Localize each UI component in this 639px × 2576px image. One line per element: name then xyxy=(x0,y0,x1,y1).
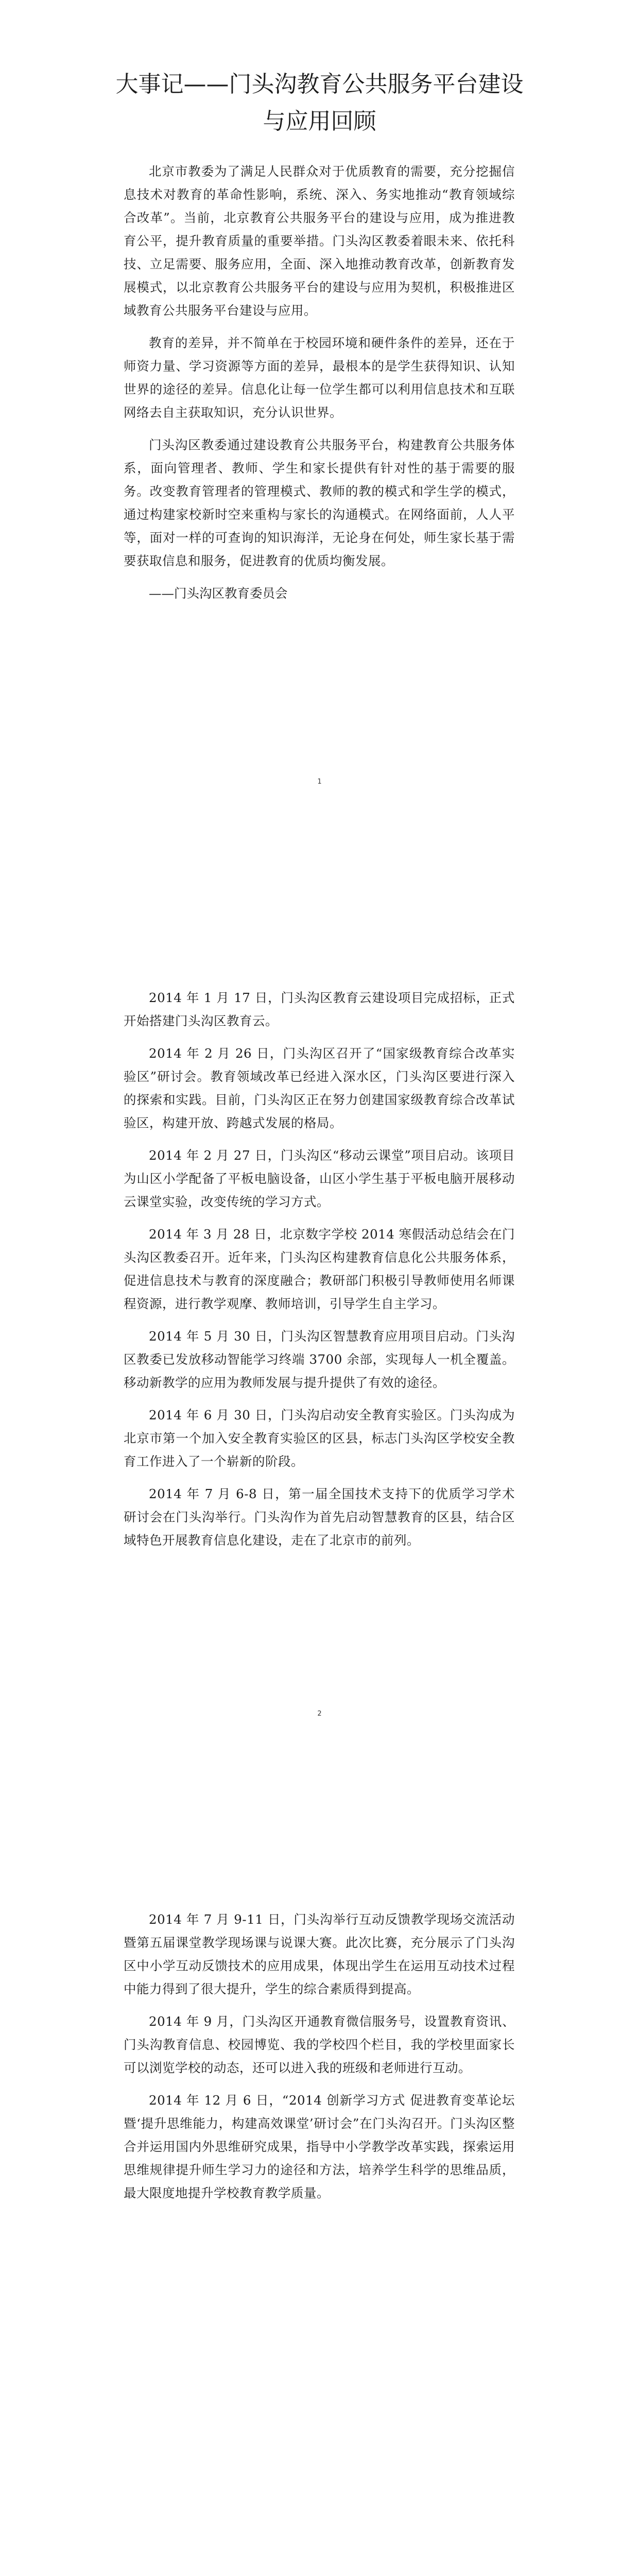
event-paragraph: 2014 年 1 月 17 日，门头沟区教育云建设项目完成招标，正式开始搭建门头沟区教育云。 xyxy=(124,990,515,1028)
event-paragraph: 2014 年 7 月 9-11 日，门头沟举行互动反馈教学现场交流活动暨第五届课堂教学现场课与说课大赛。此次比赛，充分展示了门头沟区中小学互动反馈技术的应用成果，体现出学生在运用互动技术过程中能力得到了很大提升，学生的综合素质得到提高。 xyxy=(124,1912,515,1996)
page-2-body xyxy=(124,986,515,1561)
event-paragraph: 2014 年 9 月，门头沟区开通教育微信服务号，设置教育资讯、门头沟教育信息、校园博览、我的学校四个栏目，我的学校里面家长可以浏览学校的动态，还可以进入我的班级和老师进行互动。 xyxy=(124,2014,515,2075)
event-paragraph: 2014 年 6 月 30 日，门头沟启动安全教育实验区。门头沟成为北京市第一个加入安全教育实验区的区县，标志门头沟区学校安全教育工作进入了一个崭新的阶段。 xyxy=(124,1408,515,1469)
event-paragraph: 2014 年 2 月 27 日，门头沟区“移动云课堂”项目启动。该项目为山区小学配备了平板电脑设备，山区小学生基于平板电脑开展移动云课堂实验，改变传统的学习方式。 xyxy=(124,1148,515,1209)
event-paragraph: 2014 年 2 月 26 日，门头沟区召开了“国家级教育综合改革实验区”研讨会。教育领域改革已经进入深水区，门头沟区要进行深入的探索和实践。目前，门头沟区正在努力创建国家级教育综合改革试验区，构建开放、跨越式发展的格局。 xyxy=(124,1046,515,1130)
title-line-2: 与应用回顾 xyxy=(263,108,376,134)
document-page-2 xyxy=(0,904,639,1807)
signature: ——门头沟区教育委员会 xyxy=(149,586,288,601)
page-3-body xyxy=(124,1908,515,2214)
page-number: 1 xyxy=(317,778,322,786)
intro-paragraph-2: 教育的差异，并不简单在于校园环境和硬件条件的差异，还在于师资力量、学习资源等方面的差异，最根本的是学生获得知识、认知世界的途径的差异。信息化让每一位学生都可以利用信息技术和互联网络去自主获取知识，充分认识世界。 xyxy=(124,335,515,420)
event-paragraph: 2014 年 3 月 28 日，北京数字学校 2014 寒假活动总结会在门头沟区教委召开。近年来，门头沟区构建教育信息化公共服务体系，促进信息技术与教育的深度融合；教研部门积极引导教师使用名师课程资源，进行教学观摩、教师培训，引导学生自主学习。 xyxy=(124,1227,515,1311)
event-paragraph: 2014 年 12 月 6 日，“2014 创新学习方式 促进教育变革论坛暨‘提升思维能力，构建高效课堂’研讨会”在门头沟召开。门头沟区整合并运用国内外思维研究成果，指导中小学教学改革实践，探索运用思维规律提升师生学习力的途径和方法，培养学生科学的思维品质，最大限度地提升学校教育教学质量。 xyxy=(124,2093,515,2200)
event-paragraph: 2014 年 5 月 30 日，门头沟区智慧教育应用项目启动。门头沟区教委已发放移动智能学习终端 3700 余部，实现每人一机全覆盖。移动新教学的应用为教师发展与提升提供了有效的途径。 xyxy=(124,1329,515,1390)
document-title xyxy=(103,66,536,140)
title-line-1: 大事记——门头沟教育公共服务平台建设 xyxy=(115,71,524,97)
event-paragraph: 2014 年 7 月 6-8 日，第一届全国技术支持下的优质学习学术研讨会在门头沟举行。门头沟作为首先启动智慧教育的区县，结合区域特色开展教育信息化建设，走在了北京市的前列。 xyxy=(124,1486,515,1548)
document-page-3 xyxy=(0,1807,639,2576)
page-1-body xyxy=(124,160,515,605)
intro-paragraph-3: 门头沟区教委通过建设教育公共服务平台，构建教育公共服务体系，面向管理者、教师、学生和家长提供有针对性的基于需要的服务。改变教育管理者的管理模式、教师的教的模式和学生学的模式，通过构建家校新时空来重构与家长的沟通模式。在网络面前，人人平等，面对一样的可查询的知识海洋，无论身在何处，师生家长基于需要获取信息和服务，促进教育的优质均衡发展。 xyxy=(124,437,515,568)
intro-paragraph-1: 北京市教委为了满足人民群众对于优质教育的需要，充分挖掘信息技术对教育的革命性影响，系统、深入、务实地推动“教育领域综合改革”。当前，北京教育公共服务平台的建设与应用，成为推进教育公平，提升教育质量的重要举措。门头沟区教委着眼未来、依托科技、立足需要、服务应用，全面、深入地推动教育改革，创新教育发展模式，以北京教育公共服务平台的建设与应用为契机，积极推进区域教育公共服务平台建设与应用。 xyxy=(124,164,515,318)
document-page-1 xyxy=(0,0,639,904)
page-number: 2 xyxy=(317,1710,322,1718)
